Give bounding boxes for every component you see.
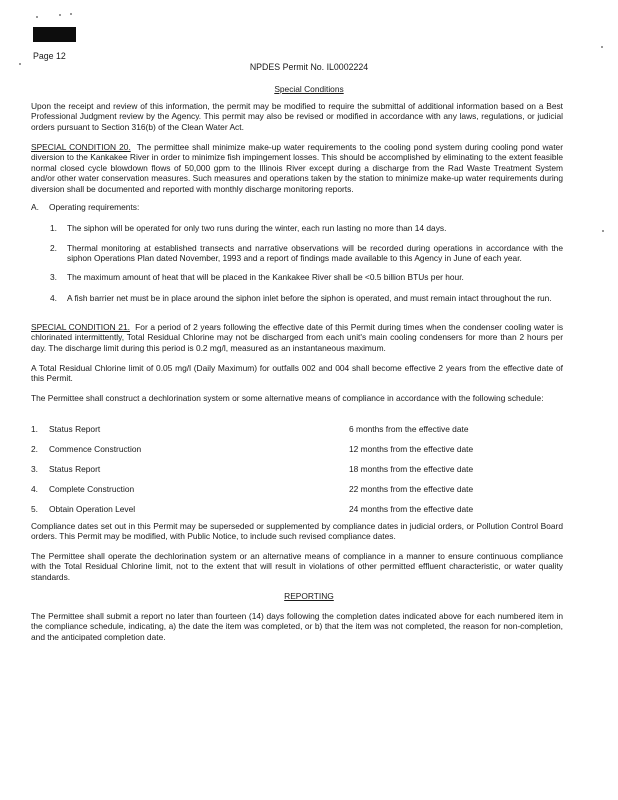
operating-item: Thermal monitoring at established transects and narrative observations will be recorded during operations in accordance with the siphon Operations Plan dated November, 1993 and a report of findings made available to this Agency in June of each year. xyxy=(67,243,563,264)
condition-20-heading: SPECIAL CONDITION 20. xyxy=(31,142,131,152)
special-condition-21 xyxy=(31,322,563,353)
schedule-due: 6 months from the effective date xyxy=(349,424,469,434)
schedule-task: Status Report xyxy=(49,424,101,434)
operating-item: The maximum amount of heat that will be placed in the Kankakee River shall be <0.5 billion BTUs per hour. xyxy=(67,272,464,282)
condition-21-text: For a period of 2 years following the effective date of this Permit during times when the condenser cooling water is chlorinated intermittently, Total Residual Chlorine may not be discharged from each unit's main cooling condensers for more than 2 hours per day. The discharge limit during this period is 0.2 mg/l, measured as an instantaneous maximum. xyxy=(31,322,564,353)
condition-21-heading: SPECIAL CONDITION 21. xyxy=(31,322,130,332)
schedule-due: 22 months from the effective date xyxy=(349,484,474,494)
schedule-task: Commence Construction xyxy=(49,444,142,454)
scan-speck xyxy=(36,16,38,18)
operating-item: A fish barrier net must be in place around the siphon inlet before the siphon is operated, and must remain intact throughout the run. xyxy=(67,293,552,303)
schedule-number: 4. xyxy=(31,484,38,494)
dechlorination-paragraph: The Permittee shall operate the dechlorination system or an alternative means of compliance in a manner to ensure continuous compliance with the Total Residual Chlorine limit, not to the extent that will result in violations of other permitted effluent characteristic, or water quality standards. xyxy=(31,551,563,582)
reporting-title: REPORTING xyxy=(284,591,334,601)
schedule-task: Status Report xyxy=(49,464,101,474)
reporting-paragraph: The Permittee shall submit a report no later than fourteen (14) days following the completion dates indicated above for each numbered item in the compliance schedule, indicating, a) the date the item was completed, or b) that the item was not completed, the reason for non-completion, and the anticipated completion date. xyxy=(31,611,563,642)
schedule-due: 24 months from the effective date xyxy=(349,504,474,514)
operating-item: The siphon will be operated for only two runs during the winter, each run lasting no more than 14 days. xyxy=(67,223,447,233)
schedule-number: 1. xyxy=(31,424,38,434)
special-condition-20 xyxy=(31,142,563,194)
page-label: Page 12 xyxy=(33,51,66,61)
operating-item-number: 4. xyxy=(50,293,57,303)
section-title: Special Conditions xyxy=(274,84,344,94)
schedule-number: 3. xyxy=(31,464,38,474)
operating-item-number: 3. xyxy=(50,272,57,282)
scan-speck xyxy=(602,230,604,232)
schedule-task: Complete Construction xyxy=(49,484,135,494)
schedule-intro: The Permittee shall construct a dechlorination system or some alternative means of compliance in accordance with the following schedule: xyxy=(31,393,544,403)
intro-paragraph: Upon the receipt and review of this information, the permit may be modified to require the submittal of additional information based on a Best Professional Judgment review by the Agency. This permit may also be revised or modified in accordance with any laws, regulations, or judicial orders pursuant to Section 316(b) of the Clean Water Act. xyxy=(31,101,563,132)
operating-item-number: 2. xyxy=(50,243,57,253)
schedule-number: 5. xyxy=(31,504,38,514)
condition-20-text: The permittee shall minimize make-up water requirements to the cooling pond system during cooling pond water diversion to the Kankakee River in order to minimize fish impingement losses. This should be accomplished by eliminating to the extent feasible normal closed cycle blowdown flows of 50,000 gpm to the Illinois River except during a discharge from the Rad Waste Treatment System and/or other water conservation measures. Such measures and operations taken by the station to minimize make-up water requirements during diversion shall be documented and reported with monthly discharge monitoring reports. xyxy=(31,142,563,194)
permit-title: NPDES Permit No. IL0002224 xyxy=(249,62,369,72)
scan-speck xyxy=(70,13,72,15)
schedule-task: Obtain Operation Level xyxy=(49,504,136,514)
scan-speck xyxy=(601,46,603,48)
chlorine-limit-paragraph: A Total Residual Chlorine limit of 0.05 mg/l (Daily Maximum) for outfalls 002 and 004 shall become effective 2 years from the effective date of this Permit. xyxy=(31,363,563,384)
operating-title: Operating requirements: xyxy=(49,202,140,212)
operating-item-number: 1. xyxy=(50,223,57,233)
redaction-box xyxy=(33,27,76,42)
schedule-due: 12 months from the effective date xyxy=(349,444,474,454)
compliance-dates-paragraph: Compliance dates set out in this Permit may be superseded or supplemented by compliance dates in judicial orders, or Pollution Control Board orders. This Permit may be modified, with Public Notice, to include such revised compliance dates. xyxy=(31,521,563,542)
schedule-number: 2. xyxy=(31,444,38,454)
scan-speck xyxy=(59,14,61,16)
operating-label: A. xyxy=(31,202,39,212)
schedule-due: 18 months from the effective date xyxy=(349,464,474,474)
